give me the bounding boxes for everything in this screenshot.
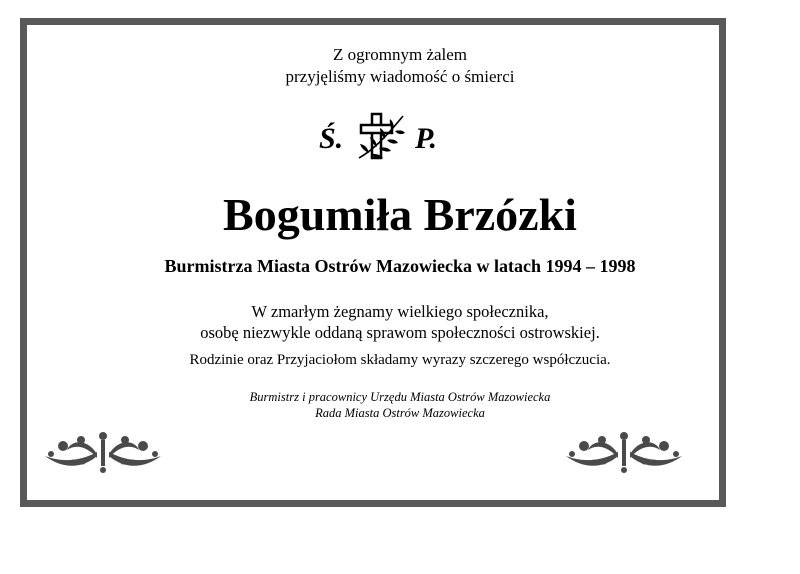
- message-line-2: osobę niezwykle oddaną sprawom społeczności ostrowskiej.: [200, 323, 600, 342]
- signature-line-1: Burmistrz i pracownicy Urzędu Miasta Ostrów Mazowiecka: [249, 390, 551, 404]
- deceased-name: Bogumiła Brzózki: [223, 189, 577, 240]
- sp-emblem: [319, 112, 439, 162]
- cross-with-palm-icon: [355, 112, 407, 162]
- floral-ornament-right-icon: [562, 430, 686, 474]
- sp-letter-s: Ś.: [319, 122, 344, 155]
- intro-line-1: Z ogromnym żalem: [332, 45, 468, 64]
- message-line-1: W zmarłym żegnamy wielkiego społecznika,: [251, 302, 549, 321]
- signature-line-2: Rada Miasta Ostrów Mazowiecka: [315, 406, 485, 420]
- sp-letter-p: P.: [415, 122, 437, 155]
- intro-line-2: przyjęliśmy wiadomość o śmierci: [285, 67, 515, 86]
- deceased-title: Burmistrza Miasta Ostrów Mazowiecka w latach 1994 – 1998: [164, 256, 636, 276]
- condolences-text: Rodzinie oraz Przyjaciołom składamy wyrazy szczerego współczucia.: [189, 352, 611, 368]
- floral-ornament-left-icon: [41, 430, 165, 474]
